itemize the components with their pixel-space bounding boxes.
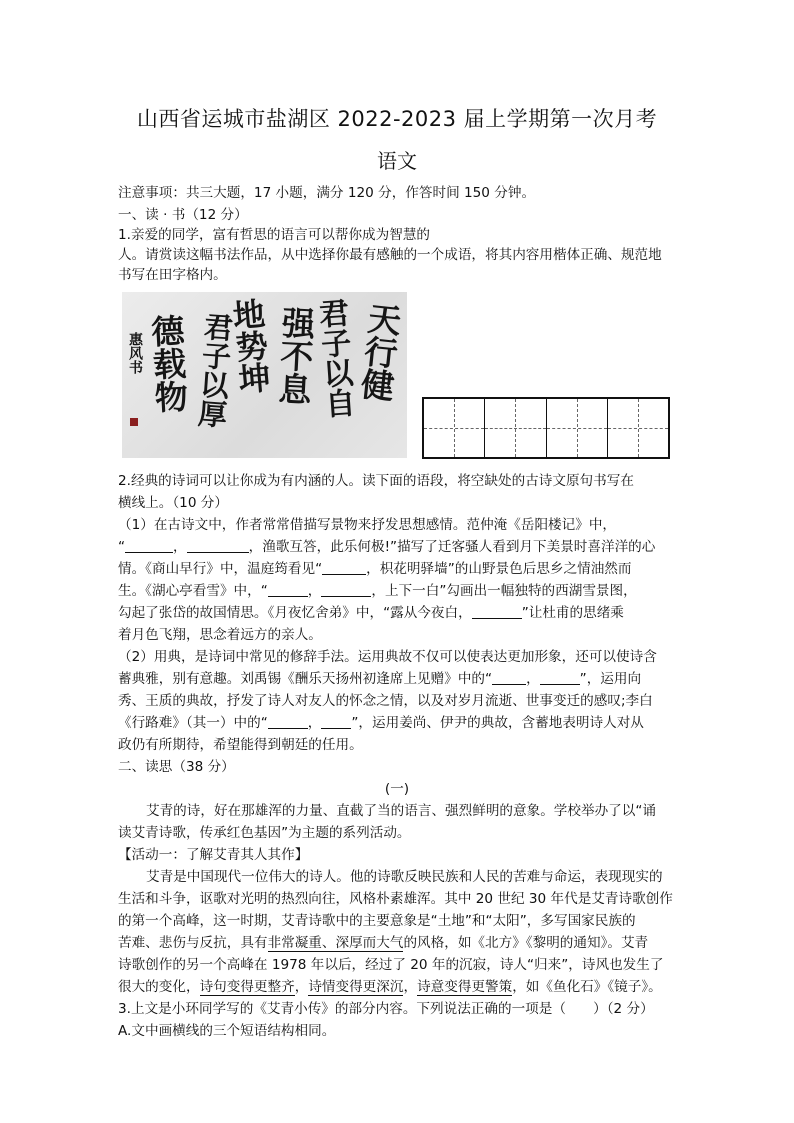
section2-heading: 二、读思（38 分） [118,759,235,775]
calli-col-3: 强不息 [272,305,317,406]
text: ， [526,671,540,687]
activity1-heading: 【活动一：了解艾青其人其作】 [118,847,309,863]
q1-line3: 书写在田字格内。 [118,267,227,283]
underlined-phrase-2: 诗句变得更整齐 [199,979,295,995]
bio-line6 [118,976,678,998]
calli-col-6: 德载物 [145,313,190,414]
q2-p1-line6: 着月色飞翔，思念着远方的亲人。 [118,627,322,643]
answer-blank[interactable] [321,713,351,729]
text: ，枳花明驿墙”的山野景色后思乡之情油然而 [366,561,632,577]
section1-heading: 一、读 · 书（12 分） [118,207,248,223]
bio-line1: 艾青是中国现代一位伟大的诗人。他的诗歌反映民族和人民的苦难与命运，表现现实的 [146,869,663,885]
bio-line4 [118,932,678,954]
text: ，上下一白”勾画出一幅独特的西湖雪景图， [371,583,637,599]
exam-title: 山西省运城市盐湖区 2022-2023 届上学期第一次月考 [136,107,658,131]
underlined-phrase-4: 诗意变得更警策 [417,979,513,995]
calli-signature: 惠风书 [127,332,143,374]
q1-line2: 人。请赏读这幅书法作品，从中选择你最有感触的一个成语，将其内容用楷体正确、规范地 [118,247,662,263]
text: 蓄典雅，别有意趣。刘禹锡《酬乐天扬州初逢席上见赠》中的“ [118,671,493,687]
intro-line1: 艾青的诗，好在那雄浑的力量、直截了当的语言、强烈鲜明的意象。学校举办了以“诵 [146,803,657,819]
q2-p2-line5: 政仍有所期待，希望能得到朝廷的任用。 [118,737,363,753]
exam-subject: 语文 [377,149,417,173]
text: 勾起了张岱的故国情思。《月夜忆舍弟》中，“露从今夜白， [118,605,472,621]
underlined-phrase-1: 非常凝重、深厚而大气 [267,935,404,951]
text: 很大的变化， [118,979,200,995]
grid-cell-1[interactable] [424,399,485,457]
text: ， [294,979,309,995]
q2-p2-line1: （2）用典，是诗词中常见的修辞手法。运用典故不仅可以使表达更加形象，还可以使诗含 [118,649,657,665]
calli-col-2: 君子以自 [312,296,356,420]
q2-p2-line3: 秀、王质的典故，抒发了诗人对友人的怀念之情，以及对岁月流逝、世事变迁的感叹;李白 [118,693,653,709]
text: ， [307,715,322,731]
underlined-phrase-3: 诗情变得更深沉 [308,979,404,995]
q2-p1-line1: （1）在古诗文中，作者常常借描写景物来抒发思想感情。范仲淹《岳阳楼记》中， [118,517,617,533]
q2-p2-line4 [118,712,678,734]
tianzige-grid[interactable] [422,397,670,459]
bio-line3: 的第一个高峰，这一时期，艾青诗歌中的主要意象是“土地”和“太阳”，多写国家民族的 [118,913,636,929]
q3-stem: 3.上文是小环同学写的《艾青小传》的部分内容。下列说法正确的一项是（ ）（2 分） [118,1001,654,1017]
bio-line5: 诗歌创作的另一个高峰在 1978 年以后，经过了 20 年的沉寂，诗人“归来”，诗风也发生了 [118,957,664,973]
text: “ [118,539,126,555]
calli-col-1: 天行健 [354,300,404,403]
q2-line2: 横线上。（10 分） [118,495,228,511]
text: 苦难、悲伤与反抗，具有 [118,935,268,951]
text: ，渔歌互答，此乐何极!”描写了迁客骚人看到月下美景时喜洋洋的心 [248,539,656,555]
text: ，如《鱼化石》《镜子》。 [512,979,662,995]
text: 的风格，如《北方》《黎明的通知》。艾青 [403,935,649,951]
notice-text: 注意事项：共三大题，17 小题，满分 120 分，作答时间 150 分钟。 [118,185,536,201]
q3-option-a[interactable]: A.文中画横线的三个短语结构相同。 [118,1023,336,1039]
grid-cell-3[interactable] [547,399,608,457]
seal-stamp [130,418,138,426]
text: ”让杜甫的思绪乘 [521,605,624,621]
q2-p1-line5 [118,602,678,624]
answer-blank[interactable] [492,669,526,685]
text: 生。《湖心亭看雪》中，“ [118,583,268,599]
answer-blank[interactable] [187,537,249,553]
grid-cell-2[interactable] [485,399,546,457]
q2-p1-line4 [118,580,678,602]
intro-line2: 读艾青诗歌，传承红色基因”为主题的系列活动。 [118,825,411,841]
q2-p1-line2 [118,536,678,558]
text: ”，运用姜尚、伊尹的典故，含蓄地表明诗人对从 [351,715,644,731]
answer-blank[interactable] [322,559,366,575]
answer-blank[interactable] [321,581,371,597]
part-one-marker: (一) [384,781,410,797]
text: 情。《商山早行》中，温庭筠看见“ [118,561,323,577]
calligraphy-image [122,292,407,458]
calli-col-4: 地势坤 [226,296,273,396]
q2-p2-line2 [118,668,678,690]
calligraphy-artwork [122,292,407,458]
q2-line1: 2.经典的诗词可以让你成为有内涵的人。读下面的语段，将空缺处的古诗文原句书写在 [118,473,634,489]
calli-col-5: 君子以厚 [193,310,236,430]
text: ”，运用向 [579,671,642,687]
text: ， [403,979,418,995]
q2-p1-line3 [118,558,678,580]
text: ， [173,539,187,555]
answer-blank[interactable] [540,669,580,685]
grid-cell-4[interactable] [608,399,668,457]
answer-blank[interactable] [472,603,522,619]
answer-blank[interactable] [268,713,308,729]
answer-blank[interactable] [125,537,173,553]
answer-blank[interactable] [268,581,308,597]
q1-line1: 1.亲爱的同学，富有哲思的语言可以帮你成为智慧的 [118,227,431,243]
text: ， [307,583,322,599]
bio-line2: 生活和斗争，讴歌对光明的热烈向往，风格朴素雄浑。其中 20 世纪 30 年代是艾青诗歌创作 [118,891,673,907]
text: 《行路难》（其一）中的“ [118,715,268,731]
